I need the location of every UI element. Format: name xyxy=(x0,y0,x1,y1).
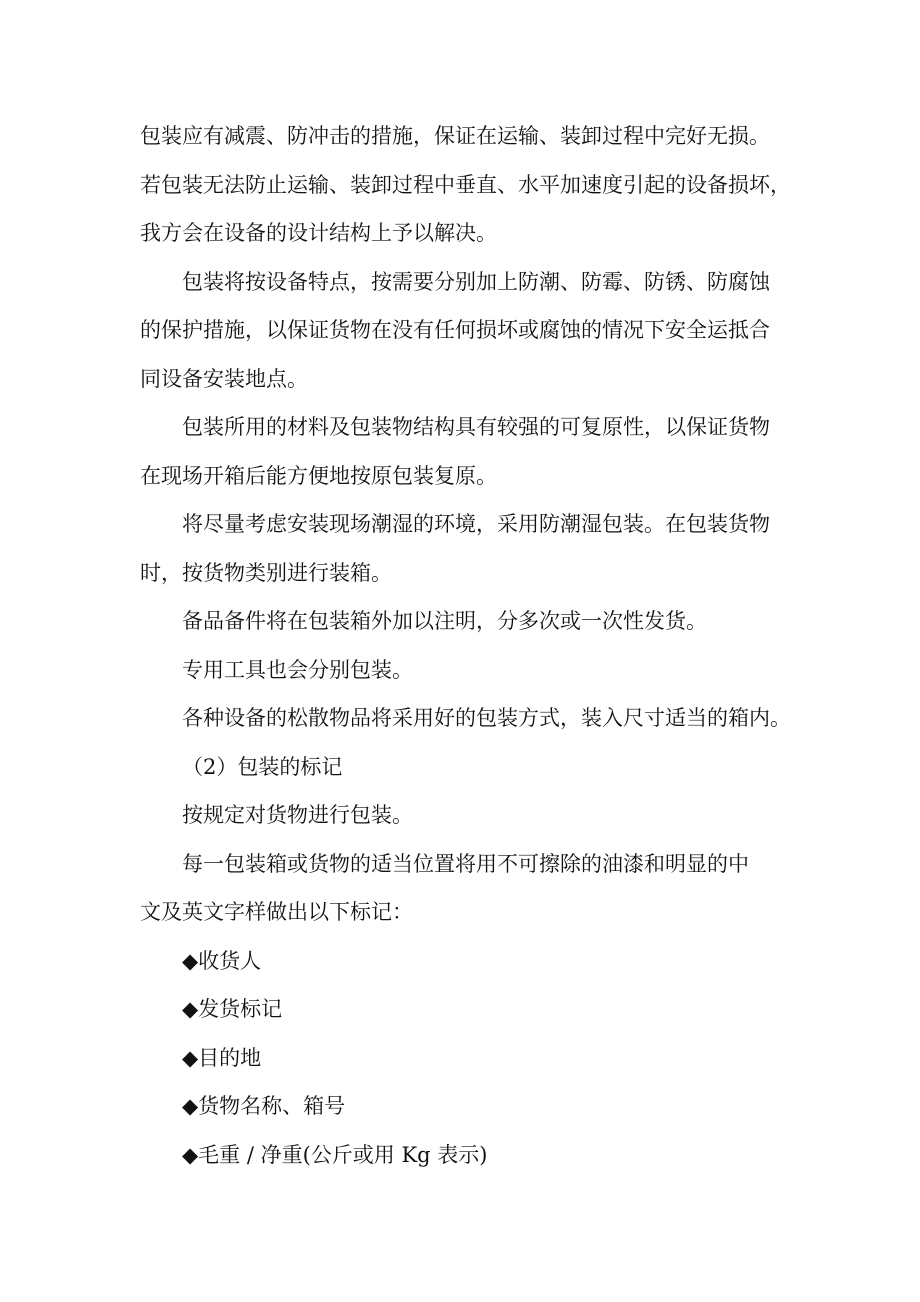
paragraph xyxy=(140,646,788,695)
document-body xyxy=(140,112,791,937)
marking-list xyxy=(140,937,788,1180)
text-line: 包装所用的材料及包装物结构具有较强的可复原性，以保证货物 xyxy=(182,415,770,439)
diamond-bullet-icon: ◆ xyxy=(182,1045,199,1070)
list-item xyxy=(140,1131,788,1180)
text-line: 若包装无法防止运输、装卸过程中垂直、水平加速度引起的设备损坏， xyxy=(140,172,791,197)
paragraph xyxy=(140,791,788,840)
list-item xyxy=(140,985,788,1034)
diamond-bullet-icon: ◆ xyxy=(182,1094,199,1118)
list-item-label: 目的地 xyxy=(198,1045,262,1070)
diamond-bullet-icon: ◆ xyxy=(182,948,199,973)
text-line: 专用工具也会分别包装。 xyxy=(182,657,413,682)
paragraph xyxy=(140,597,788,646)
diamond-bullet-icon: ◆ xyxy=(182,997,199,1021)
diamond-bullet-icon: ◆ xyxy=(182,1142,199,1167)
list-item-line xyxy=(140,1082,788,1131)
list-item-line xyxy=(140,1131,788,1180)
text-line: 将尽量考虑安装现场潮湿的环境，采用防潮湿包装。在包装货物 xyxy=(182,512,770,536)
text-line: （2）包装的标记 xyxy=(182,754,343,779)
paragraph xyxy=(140,694,791,743)
paragraph xyxy=(140,840,788,937)
paragraph xyxy=(140,258,788,404)
paragraph xyxy=(140,403,788,500)
text-line: 我方会在设备的设计结构上予以解决。 xyxy=(140,221,497,245)
text-line: 在现场开箱后能方便地按原包装复原。 xyxy=(140,463,497,488)
text-line: 包装应有减震、防冲击的措施，保证在运输、装卸过程中完好无损。 xyxy=(140,124,770,148)
text-line: 时，按货物类别进行装箱。 xyxy=(140,560,392,585)
list-item xyxy=(140,937,788,986)
text-line: 同设备安装地点。 xyxy=(140,366,308,391)
list-item-line xyxy=(140,937,788,986)
paragraph xyxy=(140,743,788,792)
text-line: 每一包装箱或货物的适当位置将用不可擦除的油漆和明显的中 xyxy=(182,851,749,876)
text-line: 各种设备的松散物品将采用好的包装方式，装入尺寸适当的箱内。 xyxy=(182,706,791,730)
paragraph xyxy=(140,500,788,597)
list-item-label: 毛重 / 净重(公斤或用 Kg 表示) xyxy=(198,1142,488,1167)
list-item-line xyxy=(140,985,788,1034)
list-item-label: 发货标记 xyxy=(198,997,283,1021)
text-line: 按规定对货物进行包装。 xyxy=(182,803,413,827)
text-line: 的保护措施，以保证货物在没有任何损坏或腐蚀的情况下安全运抵合 xyxy=(140,318,770,342)
list-item-label: 收货人 xyxy=(198,948,262,973)
list-item xyxy=(140,1082,788,1131)
text-line: 包装将按设备特点，按需要分别加上防潮、防霉、防锈、防腐蚀 xyxy=(182,269,770,294)
list-item-line xyxy=(140,1034,788,1083)
text-line: 备品备件将在包装箱外加以注明，分多次或一次性发货。 xyxy=(182,609,707,633)
paragraph xyxy=(140,112,791,258)
text-line: 文及英文字样做出以下标记： xyxy=(140,900,413,924)
document-page xyxy=(140,112,791,1179)
list-item-label: 货物名称、箱号 xyxy=(198,1094,346,1118)
list-item xyxy=(140,1034,788,1083)
